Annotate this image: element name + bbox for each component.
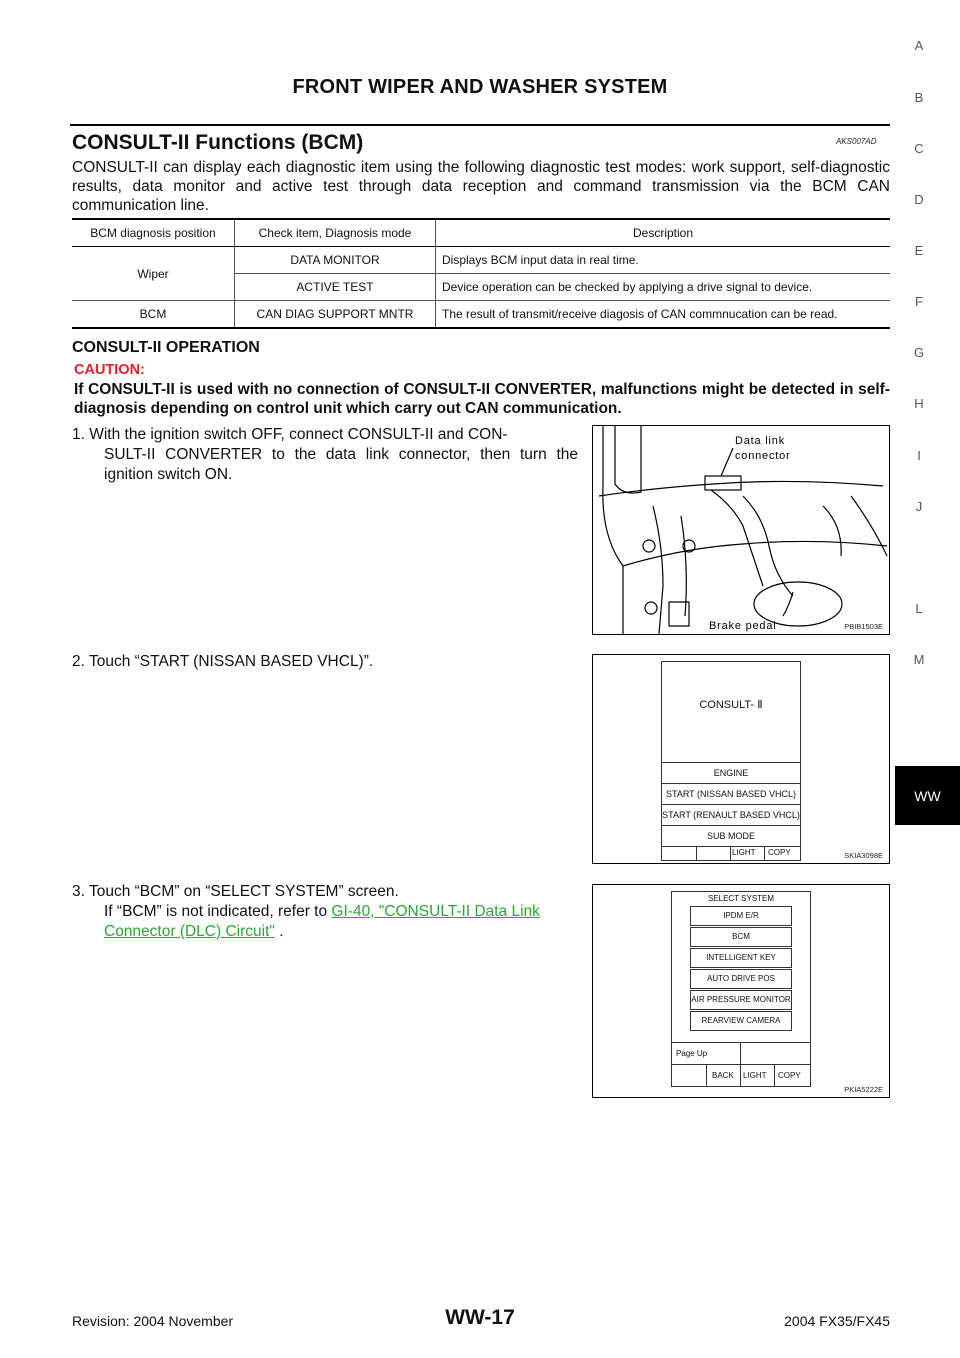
footer-revision: Revision: 2004 November xyxy=(72,1313,234,1329)
back-button[interactable]: BACK xyxy=(712,1071,734,1080)
bottom-bar xyxy=(672,1064,810,1087)
bcm-diagnosis-table xyxy=(72,218,890,329)
bottom-divider xyxy=(774,1065,775,1087)
section-code: AKS007AD xyxy=(836,137,877,146)
sidebar-index-a[interactable]: A xyxy=(914,38,924,53)
sidebar-index-d[interactable]: D xyxy=(914,192,924,207)
system-item-ipdm[interactable]: IPDM E/R xyxy=(690,906,792,926)
bottom-divider xyxy=(730,847,731,861)
sidebar-index-c[interactable]: C xyxy=(914,141,924,156)
select-system-screen xyxy=(671,891,811,1087)
table-cell-description: Displays BCM input data in real time. xyxy=(436,247,891,274)
sidebar-index-e[interactable]: E xyxy=(914,243,924,258)
step-1 xyxy=(72,425,578,485)
select-system-figure xyxy=(592,884,890,1098)
sidebar-index-l[interactable]: L xyxy=(915,601,923,616)
system-item-intelligent-key[interactable]: INTELLIGENT KEY xyxy=(690,948,792,968)
sidebar-index-h[interactable]: H xyxy=(914,396,924,411)
figure1-code: PBIB1503E xyxy=(844,622,883,631)
consult-screen-title: CONSULT- Ⅱ xyxy=(699,699,763,711)
sidebar-index-g[interactable]: G xyxy=(913,345,925,360)
system-item-air-pressure[interactable]: AIR PRESSURE MONITOR xyxy=(690,990,792,1010)
page-header-title: FRONT WIPER AND WASHER SYSTEM xyxy=(292,76,668,98)
data-link-connector-figure xyxy=(592,425,890,635)
table-header-description: Description xyxy=(436,219,891,247)
table-cell-mode: CAN DIAG SUPPORT MNTR xyxy=(235,301,436,329)
sidebar-index-f[interactable]: F xyxy=(915,294,923,309)
table-row xyxy=(72,247,890,274)
footer-page-number: WW-17 xyxy=(445,1306,515,1329)
operation-title: CONSULT-II OPERATION xyxy=(72,339,260,356)
figure1-label-data-link: Data link xyxy=(735,435,785,447)
system-item-auto-drive-pos[interactable]: AUTO DRIVE POS xyxy=(690,969,792,989)
footer-model: 2004 FX35/FX45 xyxy=(784,1313,890,1329)
page-up-row xyxy=(672,1042,810,1065)
light-button[interactable]: LIGHT xyxy=(743,1071,767,1080)
table-cell-position: Wiper xyxy=(72,247,235,301)
header-rule xyxy=(70,124,890,126)
step-3 xyxy=(72,882,592,942)
table-cell-description: Device operation can be checked by applying a drive signal to device. xyxy=(436,274,891,301)
sidebar-index-b[interactable]: B xyxy=(914,90,924,105)
menu-item-engine[interactable]: ENGINE xyxy=(662,762,800,783)
bottom-divider xyxy=(696,847,697,861)
sidebar-index-j[interactable]: J xyxy=(915,499,923,514)
dashboard-illustration xyxy=(593,426,889,634)
table-cell-description: The result of transmit/receive diagosis of CAN commnucation can be read. xyxy=(436,301,891,329)
sidebar-index-ww-active[interactable]: WW xyxy=(895,766,960,825)
table-header-mode: Check item, Diagnosis mode xyxy=(235,219,436,247)
menu-item-start-nissan[interactable]: START (NISSAN BASED VHCL) xyxy=(662,783,800,804)
figure1-label-connector: connector xyxy=(735,450,791,462)
menu-item-sub-mode[interactable]: SUB MODE xyxy=(662,825,800,846)
caution-text: If CONSULT-II is used with no connection of CONSULT-II CONVERTER, malfunctions might be detected in self-diagnosis depending on control unit which carry out CAN communication. xyxy=(74,381,890,417)
menu-item-start-renault[interactable]: START (RENAULT BASED VHCL) xyxy=(662,804,800,825)
table-cell-position: BCM xyxy=(72,301,235,329)
system-item-bcm[interactable]: BCM xyxy=(690,927,792,947)
figure3-code: PKIA5222E xyxy=(844,1085,883,1094)
figure2-code: SKIA3098E xyxy=(844,851,883,860)
sidebar-index-m[interactable]: M xyxy=(913,652,925,667)
section-intro: CONSULT-II can display each diagnostic item using the following diagnostic test modes: work support, self-diagnostic results, data monitor and active test through data reception and command transmission via the BCM CAN communication line. xyxy=(72,159,890,214)
table-header-position: BCM diagnosis position xyxy=(72,219,235,247)
bottom-divider xyxy=(764,847,765,861)
page-up-divider xyxy=(740,1043,741,1065)
light-button[interactable]: LIGHT xyxy=(732,848,756,857)
system-item-rearview-camera[interactable]: REARVIEW CAMERA xyxy=(690,1011,792,1031)
consult-screen xyxy=(661,661,801,861)
table-row xyxy=(72,301,890,329)
select-system-header: SELECT SYSTEM xyxy=(707,894,775,903)
bottom-bar xyxy=(662,846,800,861)
page-up-button[interactable]: Page Up xyxy=(676,1049,708,1058)
bottom-divider xyxy=(706,1065,707,1087)
step-1-line-2: SULT-II CONVERTER to the data link connector, then turn the ignition switch ON. xyxy=(104,446,578,483)
consult-start-screen-figure xyxy=(592,654,890,864)
step-3-reference-text: If “BCM” is not indicated, refer to xyxy=(104,903,332,920)
step-3-line-1: 3. Touch “BCM” on “SELECT SYSTEM” screen. xyxy=(72,883,399,900)
copy-button[interactable]: COPY xyxy=(768,848,791,857)
step-3-line-2 xyxy=(72,902,592,942)
copy-button[interactable]: COPY xyxy=(778,1071,801,1080)
section-title: CONSULT-II Functions (BCM) xyxy=(72,131,364,154)
dlc-circuit-link[interactable]: GI-40, "CONSULT-II Data Link Connector (DLC) Circuit" xyxy=(104,903,540,940)
caution-label: CAUTION: xyxy=(74,362,145,378)
bottom-divider xyxy=(740,1065,741,1087)
step-1-line-1: 1. With the ignition switch OFF, connect CONSULT-II and CON- xyxy=(72,426,508,443)
step-3-end: . xyxy=(274,923,284,940)
sidebar-index-i[interactable]: I xyxy=(917,448,921,463)
table-cell-mode: DATA MONITOR xyxy=(235,247,436,274)
table-cell-mode: ACTIVE TEST xyxy=(235,274,436,301)
step-2: 2. Touch “START (NISSAN BASED VHCL)”. xyxy=(72,653,374,670)
figure1-label-brake-pedal: Brake pedal xyxy=(709,620,777,632)
